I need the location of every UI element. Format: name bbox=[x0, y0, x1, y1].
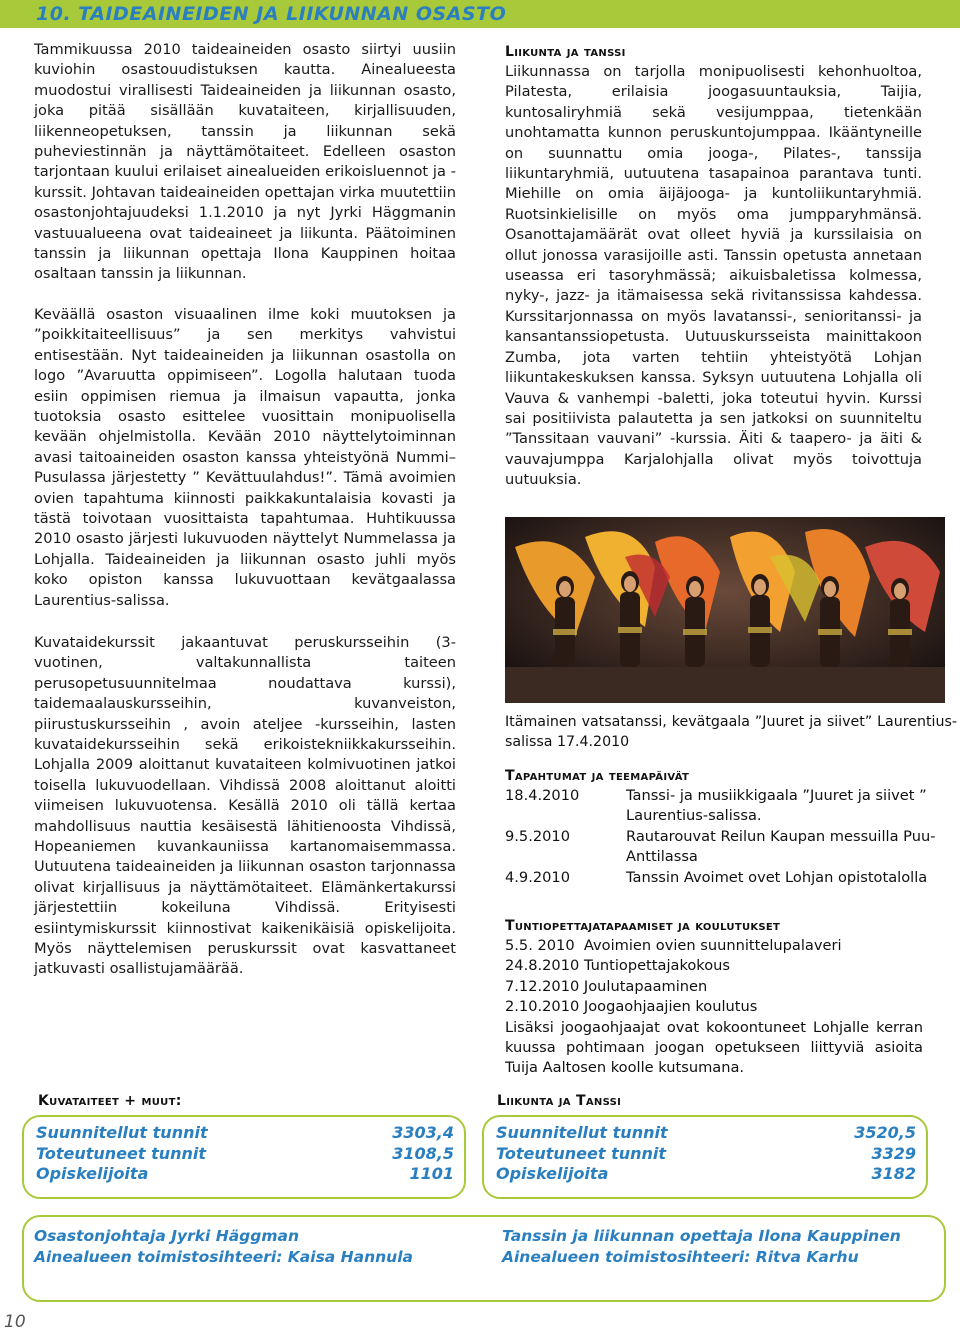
department-head: Osastonjohtaja Jyrki Häggman bbox=[34, 1227, 300, 1245]
page-number: 10 bbox=[4, 1312, 26, 1332]
event-row bbox=[505, 868, 945, 888]
stat-row bbox=[496, 1123, 916, 1144]
stat-label: Toteutuneet tunnit bbox=[496, 1143, 667, 1163]
event-date: 4.9.2010 bbox=[505, 868, 570, 886]
stat-row bbox=[496, 1164, 916, 1185]
dance-heading: Liikunta ja tanssi bbox=[505, 44, 626, 60]
right-column bbox=[505, 42, 922, 491]
visual-identity-paragraph: Keväällä osaston visuaalinen ilme koki muutoksen ja ”poikkitaiteellisuus” ja sen merkitys vahvistui entisestään. Nyt taideaineiden ja liikunnan osastolla on logo ”Avaruutta oppimiseen”. Logolla halutaan tuoda esiin oppimisen riemua ja ilmaisun vapautta, jonka tuotoksia osasto esittelee vuosittain monipuolisella kevään ohjelmistolla. Kevään 2010 näyttelytoiminnan avasi taitoaineiden osaston kanssa yhteistyönä Nummi–Pusulassa järjestetty ” Kevättuulahdus!”. Tämä avoimien ovien tapahtuma kiinnosti paikkakuntalaisia kovasti ja tästä toivotaan vuosittaista tapahtumaa. Huhtikuussa 2010 osasto järjesti lukuvuoden näyttelyt Nummelassa ja Lohjalla. Taideaineiden ja liikunnan osasto juhli myös koko opiston kanssa lukuvuottaan kevätgaalassa Laurentius-salissa. bbox=[34, 305, 456, 609]
tutor-section bbox=[505, 916, 923, 1079]
event-row bbox=[505, 786, 945, 827]
page-title: 10. TAIDEAINEIDEN JA LIIKUNNAN OSASTO bbox=[36, 3, 507, 25]
stat-value: 3108,5 bbox=[392, 1143, 454, 1163]
stats-left-heading: Kuvataiteet + muut: bbox=[38, 1093, 182, 1109]
office-secretary-right: Ainealueen toimistosihteeri: Ritva Karhu bbox=[502, 1248, 859, 1266]
stats-right-box bbox=[482, 1115, 928, 1199]
stats-right-heading: Liikunta ja Tanssi bbox=[497, 1093, 622, 1109]
stat-value: 3182 bbox=[871, 1164, 916, 1183]
photo-caption: Itämainen vatsatanssi, kevätgaala ”Juuret ja siivet” Laurentius-salissa 17.4.2010 bbox=[505, 714, 957, 751]
stat-label: Opiskelijoita bbox=[496, 1164, 609, 1183]
stats-left-box bbox=[22, 1115, 466, 1199]
tutor-line: 2.10.2010 Joogaohjaajien koulutus bbox=[505, 998, 758, 1016]
event-description: Tanssin Avoimet ovet Lohjan opistotalolla bbox=[626, 868, 928, 886]
stat-row bbox=[36, 1144, 454, 1165]
stat-label: Suunnitellut tunnit bbox=[36, 1123, 208, 1142]
stat-value: 3520,5 bbox=[854, 1123, 916, 1142]
stat-row bbox=[36, 1164, 454, 1185]
stat-value: 3329 bbox=[871, 1143, 916, 1163]
events-heading: Tapahtumat ja teemapäivät bbox=[505, 768, 690, 784]
stat-row bbox=[36, 1123, 454, 1144]
event-row bbox=[505, 827, 945, 868]
tutor-paragraph: Lisäksi joogaohjaajat ovat kokoontuneet Lohjalle kerran kuussa pohtimaan joogan opetukseen liittyviä asioita Tuija Aaltosen koolle kutsumana. bbox=[505, 1018, 923, 1077]
stat-label: Suunnitellut tunnit bbox=[496, 1123, 668, 1142]
office-secretary-left: Ainealueen toimistosihteeri: Kaisa Hannula bbox=[34, 1248, 413, 1266]
stat-label: Toteutuneet tunnit bbox=[36, 1143, 207, 1163]
dance-paragraph: Liikunnassa on tarjolla monipuolisesti kehonhuoltoa, Pilatesta, erilaisia joogasuuntauksia, Taijia, kuntosaliryhmiä sekä vesijumppaa, tietenkään unohtamatta kunnon peruskuntojumppaa. Ikääntyneille on suunnattu omia jooga-, Pilates-, tanssija liikuntaryhmiä, uutuutena tasapainoa parantava tunti. Miehille on omia äijäjooga- ja kuntoliikuntaryhmiä. Ruotsinkielisille on myös oma jumpparyhmänsä. Osanottajamäärät ovat olleet hyviä ja kurssilaisia on ollut jonossa varasijoille asti. Tanssin opetusta annetaan useassa eri tasoryhmässä; aikuisbaletissa kolmessa, nyky-, jazz- ja itämaisessa sekä rivitanssissa kahdessa. Kurssitarjonnassa on myös lavatanssi-, senioritanssi- ja kansantanssiopetusta. Uutuuskursseista mainittakoon Zumba, jota varten tehtiin yhteistyötä Lohjan liikuntakeskuksen kanssa. Syksyn uutuutena Lohjalla oli Vauva & vanhempi -baletti, joka toteutui hyvin. Kurssi sai positiivista palautetta ja sen jatkoksi on suunniteltu ”Tanssitaan vauvani” -kurssia. Äiti & taapero- ja äiti & vauvajumppa Karjalohjalla olivat myös toivottuja uutuuksia. bbox=[505, 63, 922, 489]
tutor-line: 7.12.2010 Joulutapaaminen bbox=[505, 977, 708, 995]
tutor-heading: Tuntiopettajatapaamiset ja koulutukset bbox=[505, 918, 781, 934]
event-date: 18.4.2010 bbox=[505, 787, 580, 804]
intro-paragraph: Tammikuussa 2010 taideaineiden osasto siirtyi uusiin kuviohin osastouudistuksen kautta. Ainealueesta muodostui virallisesti Taideaineiden ja liikunnan osasto, joka pitää sisällään kuvataiteen, kirjallisuuden, liikenneopetuksen, tanssin ja liikunnan sekä puheviestinnän ja näyttämötaiteet. Edelleen osaston tarjontaan kuului erilaiset ainealueiden erikoisluennot ja -kurssit. Johtavan taideaineiden opettajan virka muutettiin osastonjohtajuudeksi 1.1.2010 ja nyt Jyrki Häggmanin vastuualueena ovat taideaineet ja liikunta. Päätoiminen tanssin ja liikunnan opettaja Ilona Kauppinen hoitaa osaltaan tanssin ja liikunnan. bbox=[34, 41, 456, 283]
event-date: 9.5.2010 bbox=[505, 827, 570, 845]
left-column bbox=[34, 40, 456, 980]
visual-arts-paragraph: Kuvataidekurssit jakaantuvat peruskursseihin (3-vuotinen, valtakunnallista taiteen perusopetusuunnitelmaa noudattava kurssi), taidemaalauskursseihin, kuvanveiston, piirustuskursseihin , avoin ateljee -kursseihin, lasten kuvataidekursseihin sekä erikoistekniikkakursseihin. Lohjalla 2009 aloittanut kuvataiteen kolmivuotinen jatkoi toisella lukuvuodellaan. Vihdissä 2008 aloittanut aloitti viimeisen lukuvuotensa. Kesällä 2010 oli tällä kertaa mahdollisuus nauttia kesäisestä lähitienoosta Vihdissä, Hopeaniemen kuvankauniissa kartanomaisemmassa. Uutuutena taideaineiden ja liikunnan osaston tarjonnassa olivat kirjallisuus ja näyttämötaiteet. Elämänkertakurssi järjestettiin kokeiluna Vihdissä. Erityisesti esiintymiskurssit kiinnostivat kaikenikäisiä opiskelijoita. Myös näyttelemisen peruskurssit ovat kasvattaneet jatkuvasti osallistujamäärää. bbox=[34, 633, 456, 978]
dance-photo bbox=[505, 517, 945, 703]
stat-label: Opiskelijoita bbox=[36, 1164, 149, 1183]
dance-teacher: Tanssin ja liikunnan opettaja Ilona Kauppinen bbox=[502, 1227, 901, 1245]
stat-row bbox=[496, 1144, 916, 1165]
tutor-line: 24.8.2010 Tuntiopettajakokous bbox=[505, 957, 731, 975]
events-section bbox=[505, 766, 945, 888]
dancers-illustration bbox=[505, 517, 945, 703]
tutor-line: 5.5. 2010 Avoimien ovien suunnittelupalaveri bbox=[505, 937, 842, 954]
event-description: Rautarouvat Reilun Kaupan messuilla Puu-Anttilassa bbox=[626, 827, 936, 866]
stat-value: 3303,4 bbox=[392, 1123, 454, 1142]
stat-value: 1101 bbox=[409, 1164, 454, 1183]
event-description: Tanssi- ja musiikkigaala ”Juuret ja siivet ” Laurentius-salissa. bbox=[626, 787, 927, 825]
